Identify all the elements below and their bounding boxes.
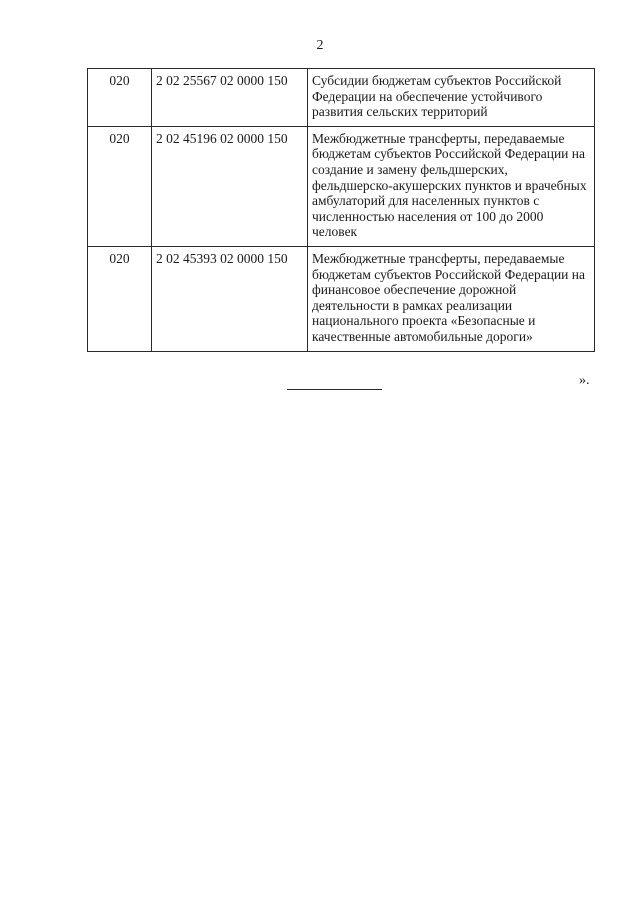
page-number: 2 (316, 38, 324, 53)
revenue-name-cell: Субсидии бюджетам субъектов Российской Федерации на обеспечение устойчивого развития сельских территорий (308, 69, 595, 127)
revenue-name-cell: Межбюджетные трансферты, передаваемые бюджетам субъектов Российской Федерации на финансовое обеспечение дорожной деятельности в рамках реализации национального проекта «Безопасные и качественные автомобильные дороги» (308, 246, 595, 351)
revenue-name-cell: Межбюджетные трансферты, передаваемые бюджетам субъектов Российской Федерации на создание и замену фельдшерских, фельдшерско-акушерских пунктов и врачебных амбулаторий для населенных пунктов с численностью населения от 100 до 2000 человек (308, 126, 595, 246)
admin-code-cell: 020 (88, 69, 152, 127)
budget-codes-table (87, 68, 595, 352)
budget-code-cell: 2 02 45196 02 0000 150 (152, 126, 308, 246)
admin-code-cell: 020 (88, 246, 152, 351)
budget-code-cell: 2 02 25567 02 0000 150 (152, 69, 308, 127)
table-row (88, 69, 595, 127)
table-row (88, 246, 595, 351)
separator-line (287, 389, 382, 390)
closing-quote-mark: ». (579, 373, 590, 388)
admin-code-cell: 020 (88, 126, 152, 246)
table-row (88, 126, 595, 246)
budget-code-cell: 2 02 45393 02 0000 150 (152, 246, 308, 351)
